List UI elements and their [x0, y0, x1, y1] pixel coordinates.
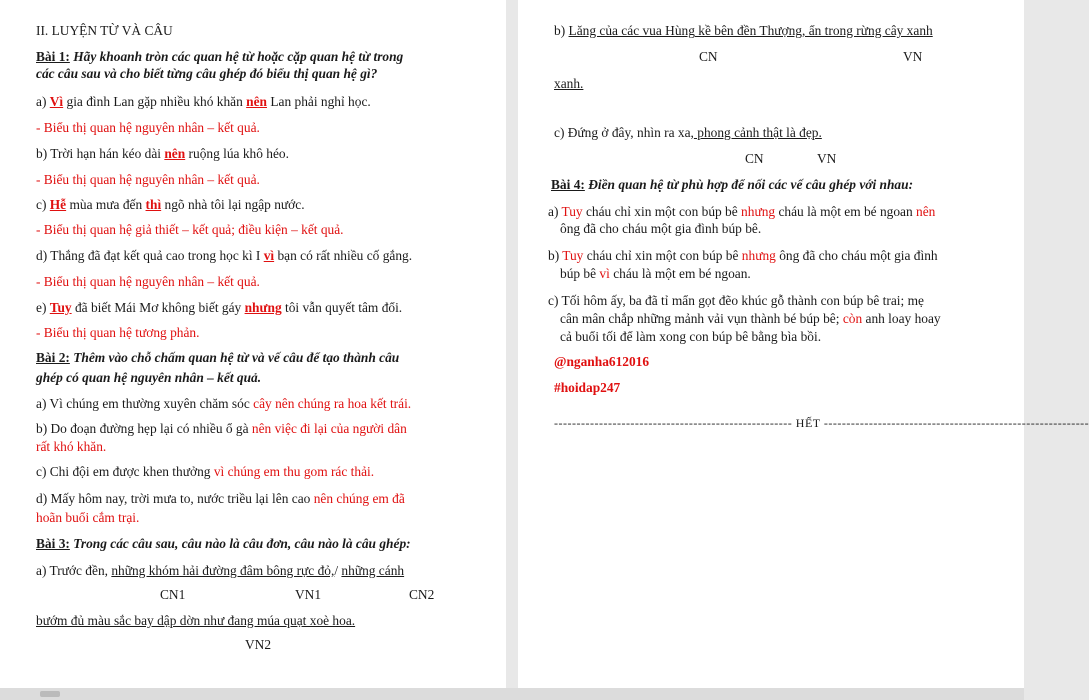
end-text: HẾT: [795, 416, 821, 430]
exercise-4-item-b: b) Tuy cháu chỉ xin một con búp bê nhưng ông đã cho cháu một gia đình: [548, 248, 938, 263]
label-vn-c: VN: [817, 151, 837, 166]
exercise-3-item-b-cont: xanh.: [554, 76, 584, 91]
exercise-2-prompt: Bài 2: Thêm vào chỗ chấm quan hệ từ và vế câu để tạo thành câu: [36, 350, 400, 365]
label-vn1: VN1: [295, 587, 322, 602]
exercise-1-answer-b: - Biểu thị quan hệ nguyên nhân – kết quả.: [36, 172, 260, 187]
exercise-1-answer-c: - Biểu thị quan hệ giả thiết – kết quả; điều kiện – kết quả.: [36, 222, 344, 237]
document-page-right: [518, 0, 1089, 688]
exercise-4-item-c-line3: cả buổi tối để làm xong con búp bê bằng bìa bồi.: [560, 329, 822, 344]
exercise-1-item-a: a) Vì gia đình Lan gặp nhiều khó khăn nên Lan phải nghỉ học.: [36, 94, 371, 109]
exercise-2-item-c: c) Chi đội em được khen thưởng vì chúng em thu gom rác thải.: [36, 464, 375, 479]
exercise-1-item-e: e) Tuy đã biết Mái Mơ không biết gáy nhưng tôi vẫn quyết tâm đổi.: [36, 300, 403, 315]
label-cn2: CN2: [409, 587, 435, 602]
horizontal-scrollbar[interactable]: [0, 688, 1024, 700]
label-vn: VN: [903, 49, 923, 64]
exercise-3-item-c: c) Đứng ở đây, nhìn ra xa, phong cảnh thật là đẹp.: [554, 125, 822, 140]
exercise-1-answer-d: - Biểu thị quan hệ nguyên nhân – kết quả.: [36, 274, 260, 289]
exercise-4-item-b-cont: búp bê vì cháu là một em bé ngoan.: [560, 266, 751, 281]
exercise-1-item-d: d) Thắng đã đạt kết quả cao trong học kì I vì bạn có rất nhiều cố gắng.: [36, 248, 413, 263]
end-divider: ----------------------------------------------------- HẾT -----------------------------------------------------------: [554, 416, 1089, 430]
exercise-2-prompt-line2: ghép có quan hệ nguyên nhân – kết quả.: [36, 370, 262, 385]
exercise-1-prompt: Bài 1: Hãy khoanh tròn các quan hệ từ hoặc cặp quan hệ từ trong: [36, 49, 404, 64]
label-cn1: CN1: [160, 587, 186, 602]
label-cn-c: CN: [745, 151, 764, 166]
document-page-left: [0, 0, 506, 688]
exercise-4-item-a-cont: ông đã cho cháu một gia đình búp bê.: [560, 221, 762, 236]
exercise-3-item-b: b) Lăng của các vua Hùng kề bên đền Thượng, ẩn trong rừng cây xanh: [554, 23, 933, 38]
exercise-3-prompt: Bài 3: Trong các câu sau, câu nào là câu đơn, câu nào là câu ghép:: [36, 536, 411, 551]
label-vn2: VN2: [245, 637, 272, 652]
exercise-2-item-b-cont: rất khó khăn.: [36, 439, 107, 454]
scrollbar-thumb[interactable]: [40, 691, 60, 697]
label-cn: CN: [699, 49, 718, 64]
exercise-1-answer-a: - Biểu thị quan hệ nguyên nhân – kết quả.: [36, 120, 260, 135]
exercise-4-item-c: c) Tối hôm ấy, ba đã tỉ mẩn gọt đẽo khúc gỗ thành con búp bê trai; mẹ: [548, 293, 924, 308]
exercise-2-item-a: a) Vì chúng em thường xuyên chăm sóc cây nên chúng ra hoa kết trái.: [36, 396, 412, 411]
exercise-2-item-d-cont: hoãn buổi cắm trại.: [36, 510, 140, 525]
exercise-4-prompt: Bài 4: Điền quan hệ từ phù hợp để nối các vế câu ghép với nhau:: [551, 177, 914, 192]
exercise-4-item-c-line2: cân mân chắp những mảnh vải vụn thành bé búp bê; còn anh loay hoay: [560, 311, 941, 326]
exercise-1-item-b: b) Trời hạn hán kéo dài nên ruộng lúa khô héo.: [36, 146, 289, 161]
exercise-4-item-a: a) Tuy cháu chỉ xin một con búp bê nhưng cháu là một em bé ngoan nên: [548, 204, 936, 219]
credit-hashtag: #hoidap247: [554, 380, 621, 395]
exercise-1-prompt-line2: các câu sau và cho biết từng câu ghép đó biểu thị quan hệ gì?: [36, 66, 378, 81]
credit-username: @nganha612016: [554, 354, 650, 369]
exercise-2-item-d: d) Mấy hôm nay, trời mưa to, nước triều lại lên cao nên chúng em đã: [36, 491, 405, 506]
section-heading: II. LUYỆN TỪ VÀ CÂU: [36, 23, 173, 38]
exercise-3-item-a: a) Trước đền, những khóm hải đường đâm bông rực đỏ,/ những cánh: [36, 563, 405, 578]
exercise-1-answer-e: - Biểu thị quan hệ tương phản.: [36, 325, 200, 340]
exercise-2-item-b: b) Do đoạn đường hẹp lại có nhiều ổ gà nên việc đi lại của người dân: [36, 421, 407, 436]
exercise-3-item-a-cont: bướm đủ màu sắc bay dập dờn như đang múa quạt xoè hoa.: [36, 613, 356, 628]
exercise-1-item-c: c) Hễ mùa mưa đến thì ngõ nhà tôi lại ngập nước.: [36, 197, 305, 212]
